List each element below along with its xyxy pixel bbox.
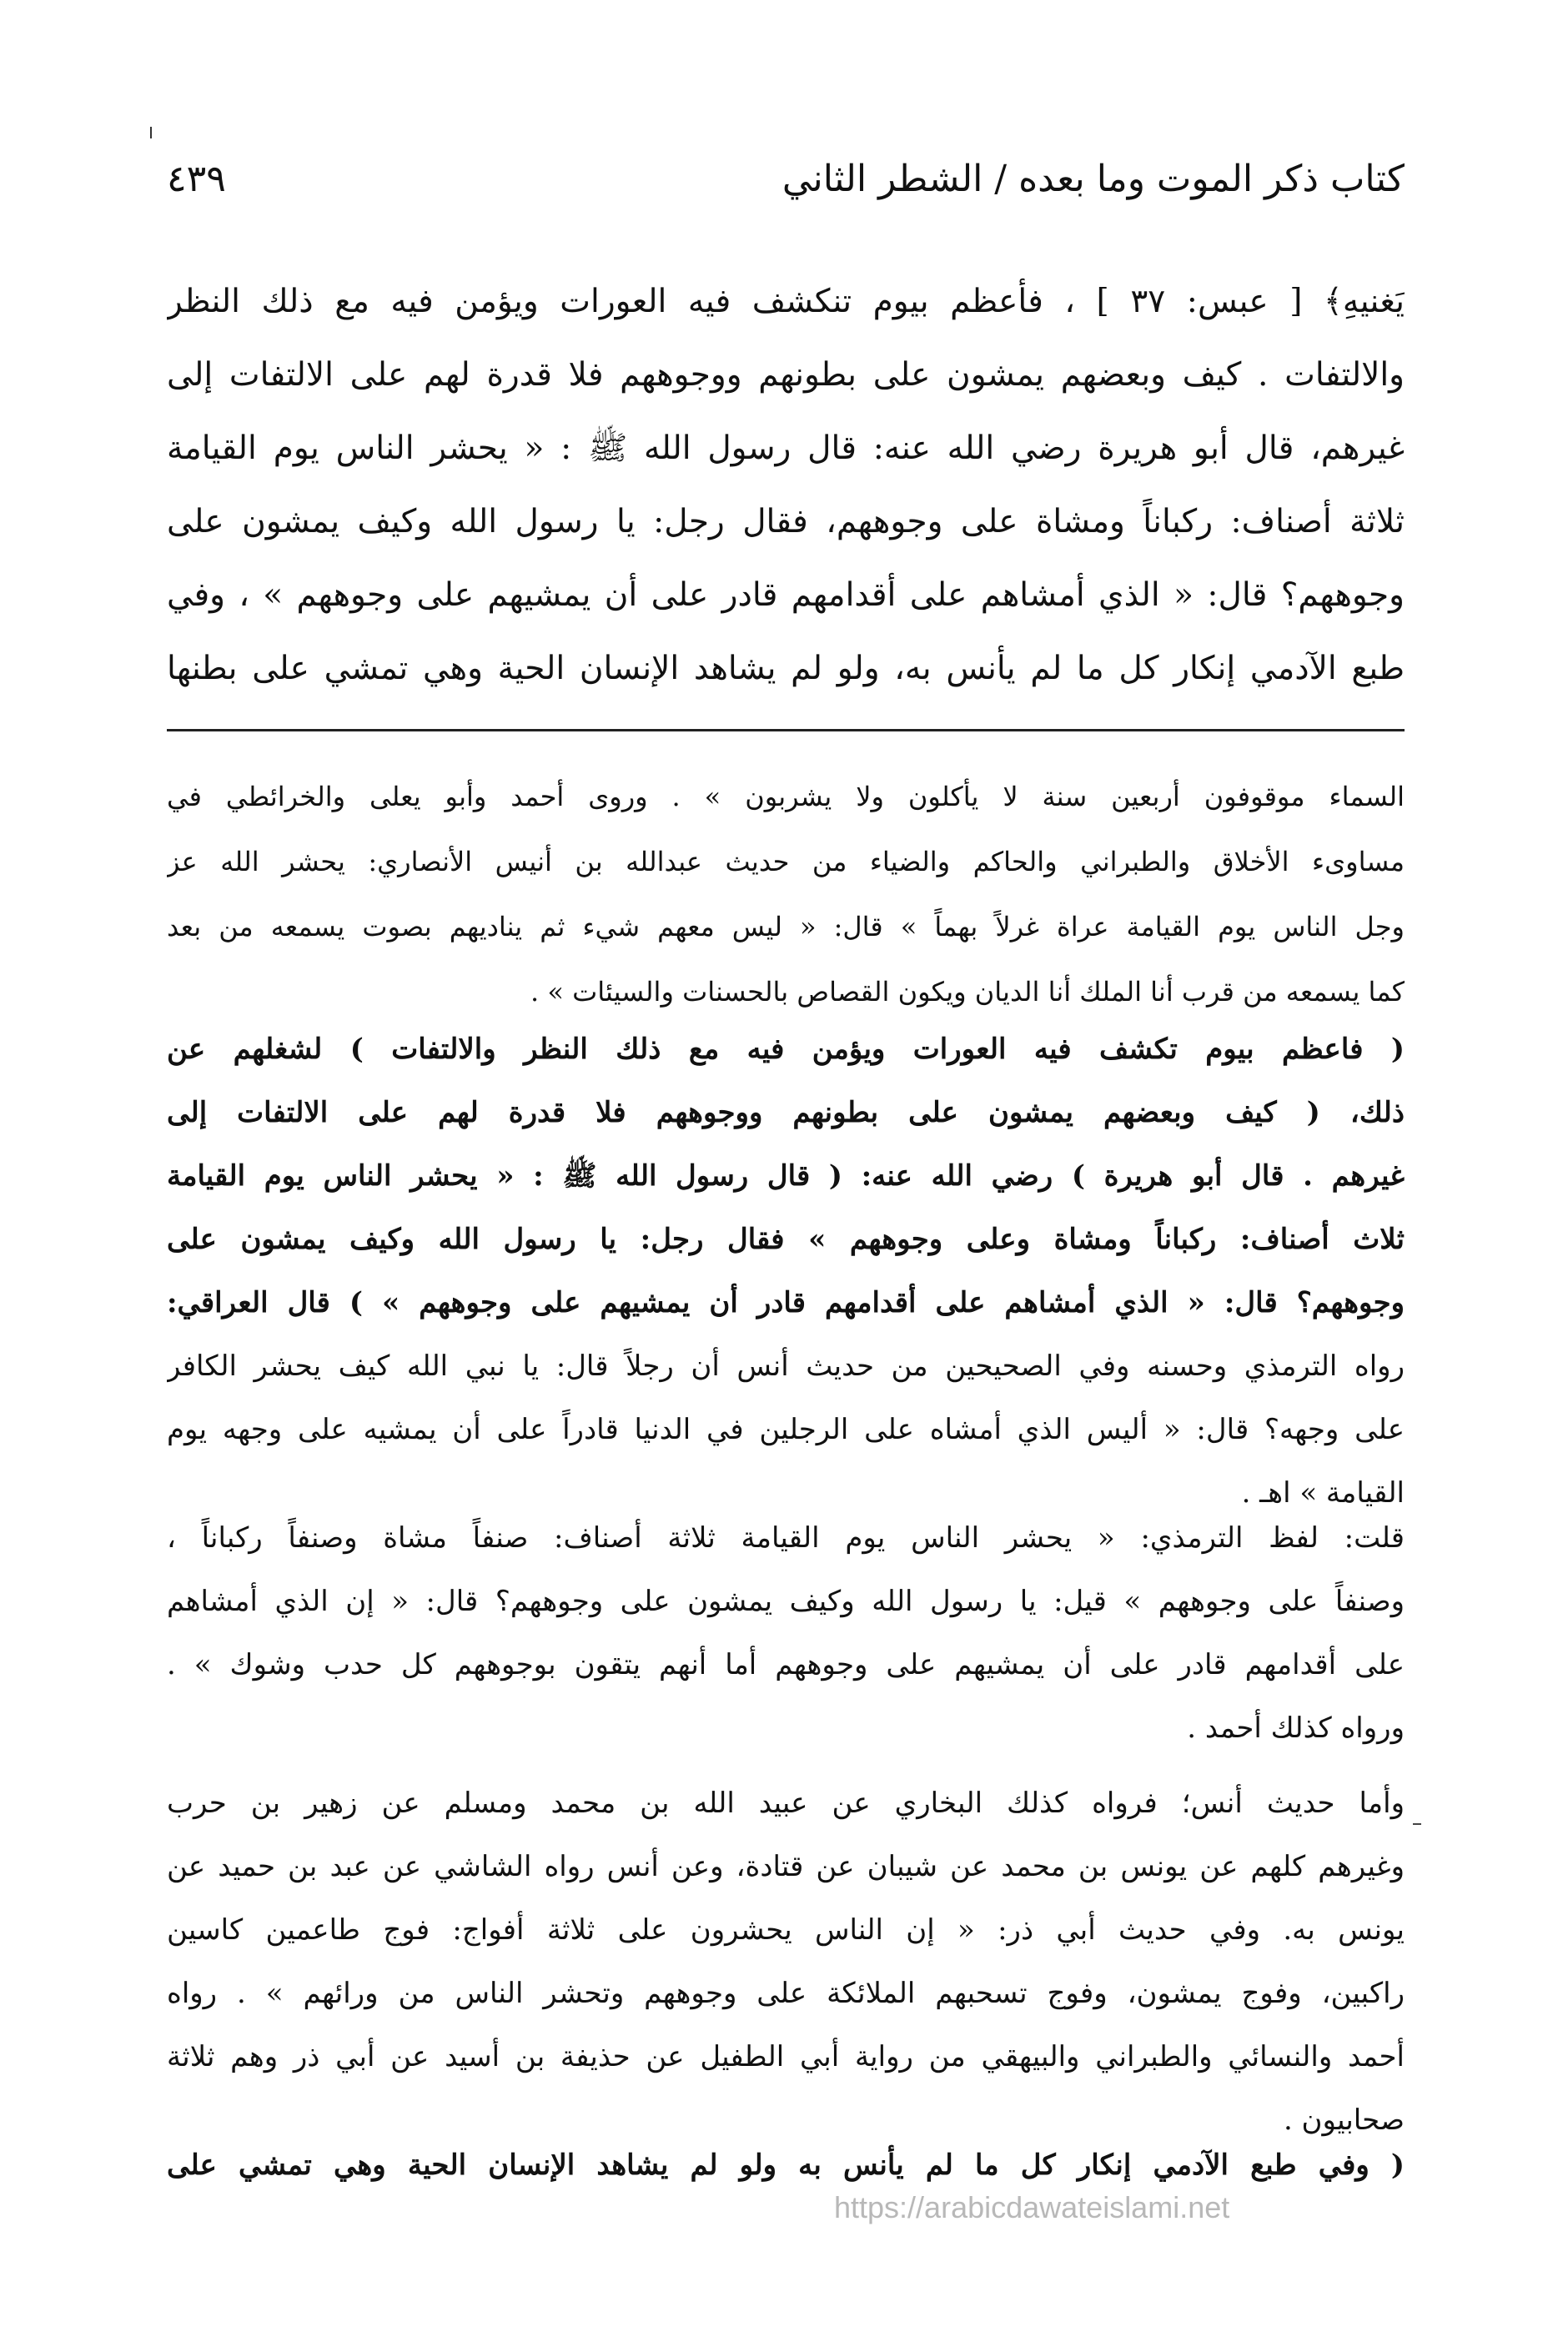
commentary-line: أحمد والنسائي والطبراني والبيهقي من رواية أبي الطفيل عن حذيفة بن أسيد عن أبي ذر وهم ثلاثة — [167, 2040, 1405, 2073]
main-text-line: طبع الآدمي إنكار كل ما لم يأنس به، ولو لم يشاهد الإنسان الحية وهي تمشي على بطنها — [167, 650, 1405, 687]
footnote-line: وجل الناس يوم القيامة عراة غرلاً بهماً » قال: « ليس معهم شيء ثم يناديهم بصوت يسمعه من بعد — [167, 911, 1405, 942]
commentary-line: ذلك، ( كيف وبعضهم يمشون على بطونهم ووجوههم فلا قدرة لهم على الالتفات إلى — [167, 1096, 1405, 1129]
commentary-line: وأما حديث أنس؛ فرواه كذلك البخاري عن عبيد الله بن محمد ومسلم عن زهير بن حرب — [167, 1787, 1405, 1820]
commentary-line: غيرهم . قال أبو هريرة ) رضي الله عنه: ( قال رسول الله ﷺ : « يحشر الناس يوم القيامة — [167, 1159, 1405, 1193]
commentary-line: وصنفاً على وجوههم » قيل: يا رسول الله وكيف يمشون على وجوههم؟ قال: « إن الذي أمشاهم — [167, 1585, 1405, 1618]
footnote — [167, 764, 1405, 1024]
commentary-line: راكبين، وفوج يمشون، وفوج تسحبهم الملائكة على وجوههم وتحشر الناس من ورائهم » . رواه — [167, 1977, 1405, 2010]
running-title: كتاب ذكر الموت وما بعده / الشطر الثاني — [781, 158, 1405, 200]
main-text-line: غيرهم، قال أبو هريرة رضي الله عنه: قال رسول الله ﷺ : « يحشر الناس يوم القيامة — [167, 430, 1405, 467]
commentary-line: على وجهه؟ قال: « أليس الذي أمشاه على الرجلين في الدنيا قادراً على أن يمشيه على وجهه يوم — [167, 1413, 1405, 1446]
commentary-line: ثلاث أصناف: ركباناً ومشاة وعلى وجوههم » فقال رجل: يا رسول الله وكيف يمشون على — [167, 1223, 1405, 1256]
footnote-line: السماء موقوفون أربعين سنة لا يأكلون ولا يشربون » . وروى أحمد وأبو يعلى والخرائطي في — [167, 781, 1405, 812]
watermark-url: https://arabicdawateislami.net — [834, 2190, 1230, 2224]
commentary-paragraph-4 — [167, 2133, 1405, 2197]
page-number: ٤٣٩ — [167, 158, 226, 200]
footnote-line: كما يسمعه من قرب أنا الملك أنا الديان ويكون القصاص بالحسنات والسيئات » . — [530, 976, 1405, 1008]
footnote-line: مساوىء الأخلاق والطبراني والحاكم والضياء من حديث عبدالله بن أنيس الأنصاري: يحشر الله عز — [167, 846, 1405, 877]
margin-mark — [150, 127, 152, 138]
commentary-line: على أقدامهم قادر على أن يمشيهم على وجوههم أما أنهم يتقون بوجوههم كل حدب وشوك » . — [167, 1648, 1405, 1681]
commentary-line: يونس به. وفي حديث أبي ذر: « إن الناس يحشرون على ثلاثة أفواج: فوج طاعمين كاسين — [167, 1913, 1405, 1947]
commentary-line: ( وفي طبع الآدمي إنكار كل ما لم يأنس به ولو لم يشاهد الإنسان الحية وهي تمشي على — [167, 2149, 1405, 2182]
commentary-line: قلت: لفظ الترمذي: « يحشر الناس يوم القيامة ثلاثة أصناف: صنفاً مشاة وصنفاً ركباناً ، — [167, 1521, 1405, 1555]
main-text-line: ثلاثة أصناف: ركباناً ومشاة على وجوههم، فقال رجل: يا رسول الله وكيف يمشون على — [167, 503, 1405, 540]
commentary-line: رواه الترمذي وحسنه وفي الصحيحين من حديث أنس أن رجلاً قال: يا نبي الله كيف يحشر الكافر — [167, 1349, 1405, 1383]
commentary-line: القيامة » اهـ . — [1241, 1476, 1405, 1510]
main-text-line: يَغنيهِ﴾ [ عبس: ٣٧ ] ، فأعظم بيوم تنكشف فيه العورات ويؤمن فيه مع ذلك النظر — [167, 283, 1405, 320]
page-header — [167, 150, 1405, 217]
commentary-line: ورواه كذلك أحمد . — [1187, 1711, 1405, 1745]
margin-mark — [1413, 1823, 1421, 1825]
commentary-line: وغيرهم كلهم عن يونس بن محمد عن شيبان عن قتادة، وعن أنس رواه الشاشي عن عبد بن حميد عن — [167, 1850, 1405, 1883]
commentary-paragraph-2 — [167, 1506, 1405, 1760]
commentary-paragraph-1 — [167, 1018, 1405, 1525]
commentary-line: ( فاعظم بيوم تكشف فيه العورات ويؤمن فيه مع ذلك النظر والالتفات ) لشغلهم عن — [167, 1033, 1405, 1066]
main-text-line: والالتفات . كيف وبعضهم يمشون على بطونهم ووجوههم فلا قدرة لهم على الالتفات إلى — [167, 356, 1405, 394]
commentary-line: وجوههم؟ قال: « الذي أمشاهم على أقدامهم قادر أن يمشيهم على وجوههم » ) قال العراقي: — [167, 1286, 1405, 1319]
commentary-paragraph-3 — [167, 1772, 1405, 2152]
footnote-separator — [167, 729, 1405, 731]
commentary-line: صحابيون . — [1283, 2103, 1405, 2137]
main-text-line: وجوههم؟ قال: « الذي أمشاهم على أقدامهم قادر على أن يمشيهم على وجوههم » ، وفي — [167, 576, 1405, 614]
main-text — [167, 265, 1405, 706]
